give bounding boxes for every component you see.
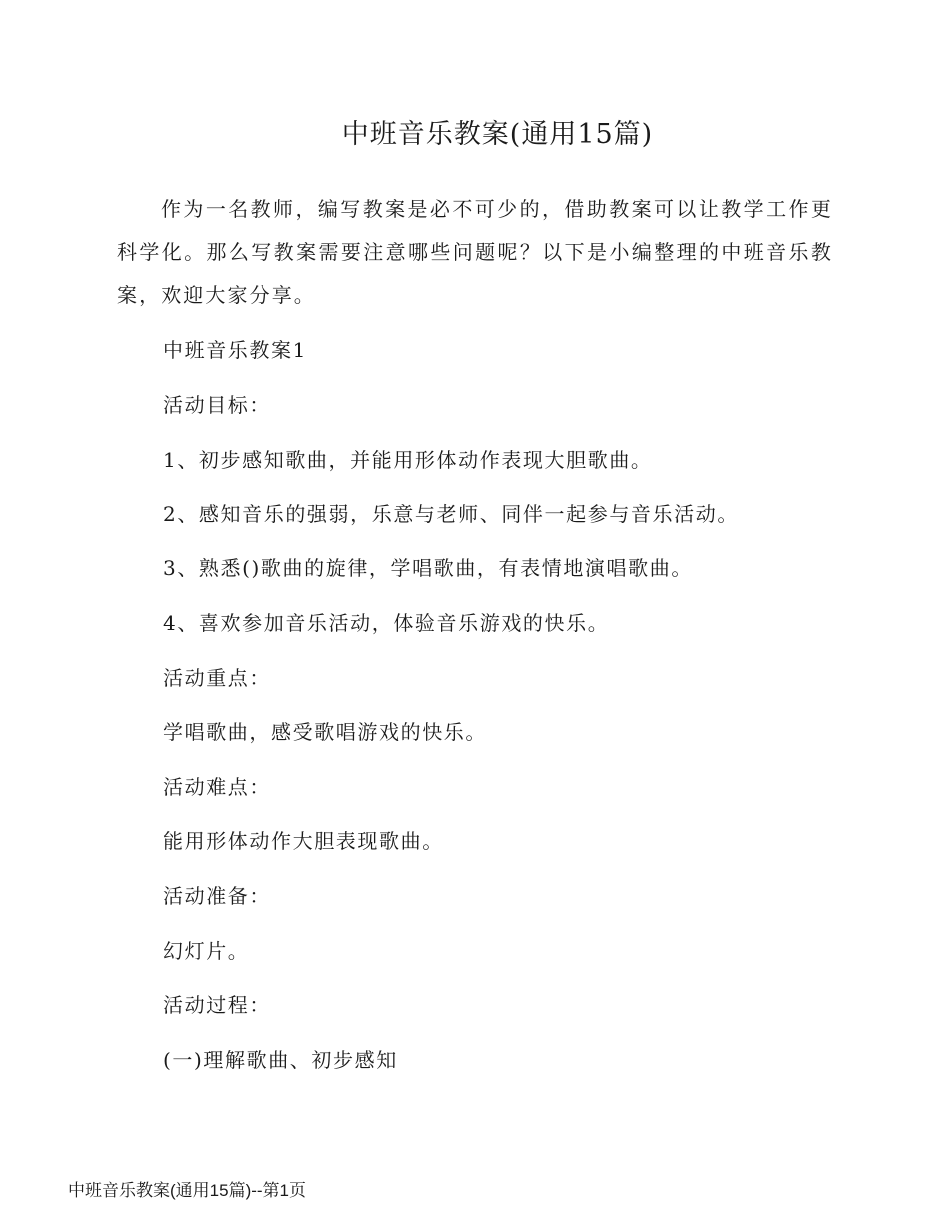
activity-focus-label: 活动重点： bbox=[163, 666, 271, 690]
goal-item-1: 1、初步感知歌曲，并能用形体动作表现大胆歌曲。 bbox=[163, 448, 653, 472]
document-title: 中班音乐教案(通用15篇) bbox=[341, 119, 654, 150]
page-footer: 中班音乐教案(通用15篇)--第1页 bbox=[68, 1181, 307, 1200]
activity-process-label: 活动过程： bbox=[163, 993, 271, 1017]
intro-paragraph: 作为一名教师，编写教案是必不可少的，借助教案可以让教学工作更科学化。那么写教案需要注意哪些问题呢？以下是小编整理的中班音乐教案，欢迎大家分享。 bbox=[117, 197, 833, 307]
section-heading: 中班音乐教案1 bbox=[163, 338, 307, 362]
goal-item-3: 3、熟悉()歌曲的旋律，学唱歌曲，有表情地演唱歌曲。 bbox=[163, 556, 693, 580]
activity-prep-text: 幻灯片。 bbox=[163, 939, 250, 963]
activity-difficulty-label: 活动难点： bbox=[163, 775, 271, 799]
goal-item-2: 2、感知音乐的强弱，乐意与老师、同伴一起参与音乐活动。 bbox=[163, 502, 739, 526]
activity-difficulty-text: 能用形体动作大胆表现歌曲。 bbox=[163, 829, 444, 853]
activity-prep-label: 活动准备： bbox=[163, 884, 271, 908]
activity-focus-text: 学唱歌曲，感受歌唱游戏的快乐。 bbox=[163, 720, 487, 744]
activity-goals-label: 活动目标： bbox=[163, 393, 271, 417]
process-step-1: (一)理解歌曲、初步感知 bbox=[163, 1048, 398, 1072]
goal-item-4: 4、喜欢参加音乐活动，体验音乐游戏的快乐。 bbox=[163, 611, 610, 635]
